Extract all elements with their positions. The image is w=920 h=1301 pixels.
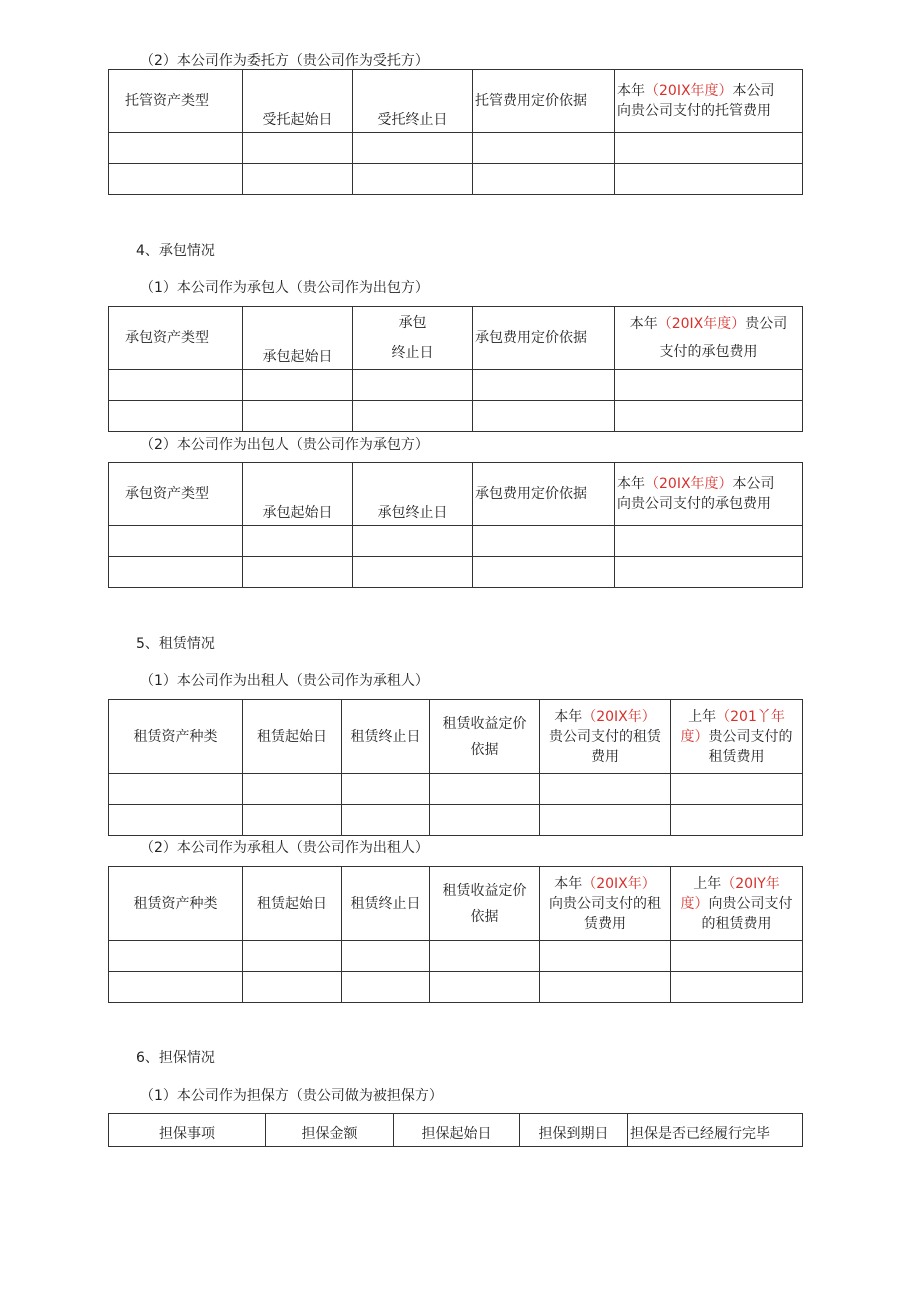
header-fee: 本年（20IX年度）贵公司 支付的承包费用 (615, 307, 803, 370)
header-prior-year-fee: 上年（20IY年 度）向贵公司支付 的租赁费用 (671, 867, 803, 941)
section-5-2-heading: （2）本公司作为承租人（贵公司作为出租人） (140, 840, 429, 856)
header-pricing-basis: 承包费用定价依据 (473, 463, 615, 526)
table-row (109, 774, 803, 805)
header-current-year-fee: 本年（20IX年） 向贵公司支付的租 赁费用 (540, 867, 671, 941)
header-end-date: 租赁终止日 (342, 867, 430, 941)
section-4-title: 4、承包情况 (136, 243, 215, 259)
header-fee: 本年（20IX年度）本公司 向贵公司支付的托管费用 (615, 70, 803, 133)
header-guarantee-item: 担保事项 (109, 1114, 266, 1147)
header-asset-type: 托管资产类型 (109, 70, 243, 133)
section-6-1-heading: （1）本公司作为担保方（贵公司做为被担保方） (140, 1088, 443, 1104)
section-4-2-heading: （2）本公司作为出包人（贵公司作为承包方） (140, 437, 429, 453)
subcontract-table (108, 462, 803, 588)
header-pricing-basis: 托管费用定价依据 (473, 70, 615, 133)
header-pricing-basis: 租赁收益定价 依据 (430, 867, 540, 941)
table-row (109, 401, 803, 432)
header-guarantee-fulfilled: 担保是否已经履行完毕 (628, 1114, 803, 1147)
header-pricing-basis: 租赁收益定价 依据 (430, 700, 540, 774)
header-start-date: 承包起始日 (243, 307, 353, 370)
header-asset-kind: 租赁资产种类 (109, 700, 243, 774)
table-row (109, 164, 803, 195)
header-end-date: 租赁终止日 (342, 700, 430, 774)
header-start-date: 租赁起始日 (243, 867, 342, 941)
table-row (109, 526, 803, 557)
header-pricing-basis: 承包费用定价依据 (473, 307, 615, 370)
header-start-date: 租赁起始日 (243, 700, 342, 774)
table-row (109, 557, 803, 588)
table-row (109, 133, 803, 164)
section-3-2-heading: （2）本公司作为委托方（贵公司作为受托方） (140, 53, 429, 69)
contractor-table (108, 306, 803, 432)
lessee-table (108, 866, 803, 1003)
guarantee-table (108, 1113, 803, 1147)
section-4-1-heading: （1）本公司作为承包人（贵公司作为出包方） (140, 280, 429, 296)
section-6-title: 6、担保情况 (136, 1050, 215, 1066)
table-row (109, 941, 803, 972)
header-end-date: 受托终止日 (353, 70, 473, 133)
header-start-date: 受托起始日 (243, 70, 353, 133)
section-5-title: 5、租赁情况 (136, 636, 215, 652)
header-start-date: 承包起始日 (243, 463, 353, 526)
section-5-1-heading: （1）本公司作为出租人（贵公司作为承租人） (140, 673, 429, 689)
table-row (109, 972, 803, 1003)
entrust-table (108, 69, 803, 195)
header-end-date: 承包 终止日 (353, 307, 473, 370)
header-guarantee-amount: 担保金额 (266, 1114, 394, 1147)
header-prior-year-fee: 上年（201丫年 度）贵公司支付的 租赁费用 (671, 700, 803, 774)
header-asset-type: 承包资产类型 (109, 307, 243, 370)
header-fee: 本年（20IX年度）本公司 向贵公司支付的承包费用 (615, 463, 803, 526)
header-current-year-fee: 本年（20IX年） 贵公司支付的租赁 费用 (540, 700, 671, 774)
lessor-table (108, 699, 803, 836)
header-asset-kind: 租赁资产种类 (109, 867, 243, 941)
table-row (109, 370, 803, 401)
header-guarantee-start: 担保起始日 (394, 1114, 520, 1147)
header-guarantee-end: 担保到期日 (520, 1114, 628, 1147)
table-row (109, 805, 803, 836)
header-asset-type: 承包资产类型 (109, 463, 243, 526)
header-end-date: 承包终止日 (353, 463, 473, 526)
